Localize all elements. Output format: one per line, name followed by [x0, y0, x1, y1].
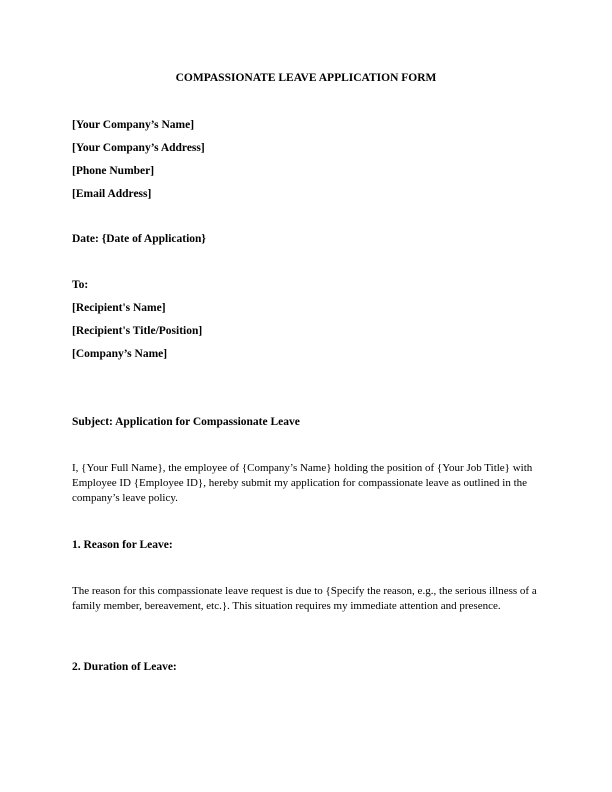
sender-company-address: [Your Company’s Address]	[72, 142, 205, 154]
section-duration-heading: 2. Duration of Leave:	[72, 661, 177, 673]
application-date: Date: {Date of Application}	[72, 233, 206, 245]
sender-company-name: [Your Company’s Name]	[72, 119, 195, 131]
recipient-company: [Company’s Name]	[72, 348, 168, 360]
recipient-to-label: To:	[72, 279, 89, 291]
recipient-name: [Recipient's Name]	[72, 302, 166, 314]
intro-paragraph: I, {Your Full Name}, the employee of {Company’s Name} holding the position of {Your Job Title} with Employee ID {Employee ID}, hereby submit my application for compassionate leave as outlined in the company’s leave policy.	[72, 462, 533, 504]
section-reason-heading: 1. Reason for Leave:	[72, 539, 173, 551]
recipient-title: [Recipient's Title/Position]	[72, 325, 203, 337]
sender-email: [Email Address]	[72, 188, 152, 200]
section-reason-body: The reason for this compassionate leave request is due to {Specify the reason, e.g., the serious illness of a family member, bereavement, etc.}. This situation requires my immediate attention and presence.	[72, 585, 537, 612]
sender-phone: [Phone Number]	[72, 165, 155, 177]
document-title: COMPASSIONATE LEAVE APPLICATION FORM	[175, 72, 437, 84]
subject-line: Subject: Application for Compassionate Leave	[72, 416, 300, 428]
